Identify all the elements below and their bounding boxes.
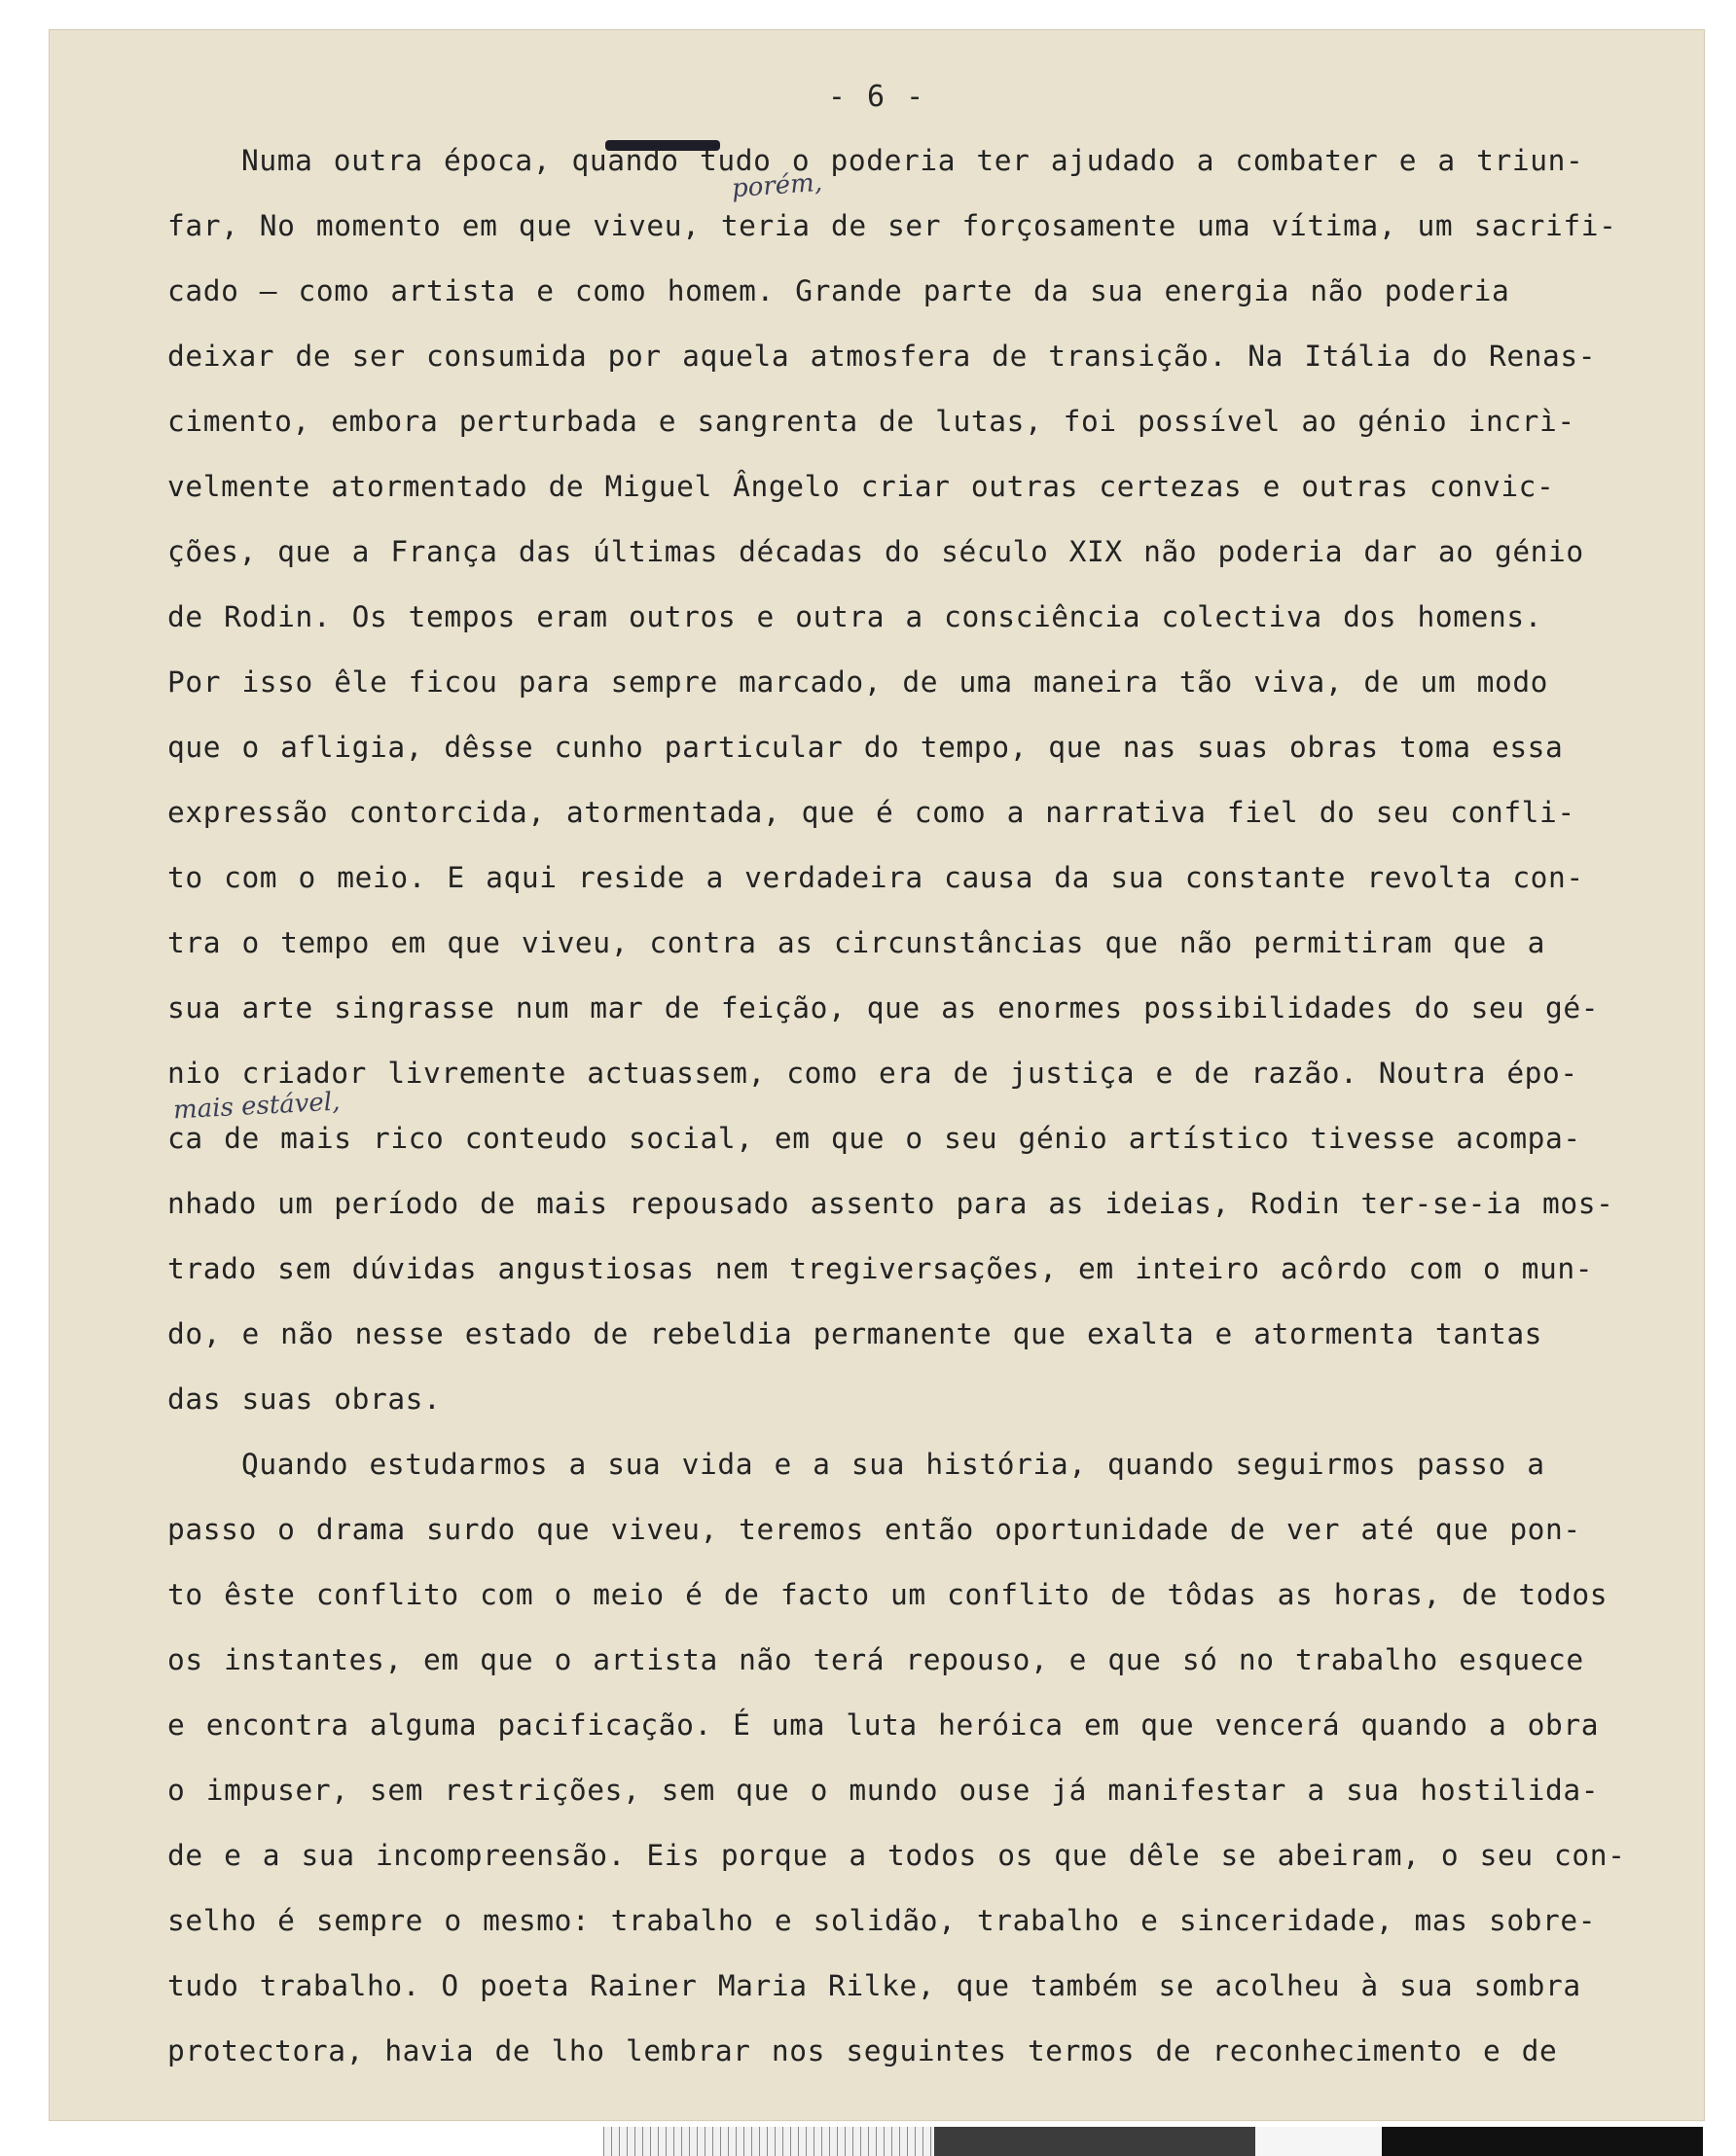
text-line: passo o drama surdo que viveu, teremos então oportunidade de ver até que pon- [167,1513,1581,1546]
text-line: deixar de ser consumida por aquela atmosfera de transição. Na Itália do Renas- [167,340,1597,373]
color-calibration-strip [603,2127,1703,2156]
text-line: do, e não nesse estado de rebeldia permanente que exalta e atormenta tantas [167,1317,1543,1350]
text-line: Numa outra época, quando tudo o poderia ter ajudado a combater e a triun- [241,144,1584,177]
text-line: far, No momento em que viveu, teria de ser forçosamente uma vítima, um sacrifi- [167,209,1617,242]
text-line: velmente atormentado de Miguel Ângelo criar outras certezas e outras convic- [167,470,1555,503]
handwritten-note-porem: porém, [731,167,823,204]
text-line: cimento, embora perturbada e sangrenta de lutas, foi possível ao génio incrì- [167,405,1575,438]
text-line: Por isso êle ficou para sempre marcado, de uma maneira tão viva, de um modo [167,665,1549,699]
ruler-ticks [603,2127,934,2156]
text-line: das suas obras. [167,1383,442,1416]
text-line: tudo trabalho. O poeta Rainer Maria Rilke, que também se acolheu à sua sombra [167,1969,1581,2002]
text-line: nhado um período de mais repousado assento para as ideias, Rodin ter-se-ia mos- [167,1187,1614,1220]
text-line: de Rodin. Os tempos eram outros e outra a consciência colectiva dos homens. [167,600,1543,633]
text-line: o impuser, sem restrições, sem que o mundo ouse já manifestar a sua hostilida- [167,1774,1600,1807]
text-line: cado — como artista e como homem. Grande parte da sua energia não poderia [167,274,1510,307]
text-line: selho é sempre o mesmo: trabalho e solidão, trabalho e sinceridade, mas sobre- [167,1904,1597,1937]
black-swatch [1382,2127,1703,2156]
text-line: ções, que a França das últimas décadas do século XIX não poderia dar ao génio [167,535,1584,568]
text-line: trado sem dúvidas angustiosas nem tregiversações, em inteiro acôrdo com o mun- [167,1252,1594,1285]
document-page [49,29,1705,2121]
text-line: os instantes, em que o artista não terá repouso, e que só no trabalho esquece [167,1643,1584,1676]
text-line: nio criador livremente actuassem, como era de justiça e de razão. Noutra épo- [167,1057,1578,1090]
text-line: Quando estudarmos a sua vida e a sua história, quando seguirmos passo a [241,1448,1545,1481]
text-line: ca de mais rico conteudo social, em que o seu génio artístico tivesse acompa- [167,1122,1581,1155]
text-line: expressão contorcida, atormentada, que é como a narrativa fiel do seu confli- [167,796,1575,829]
white-swatch [1255,2127,1382,2156]
text-line: tra o tempo em que viveu, contra as circunstâncias que não permitiram que a [167,926,1546,959]
text-line: to com o meio. E aqui reside a verdadeira causa da sua constante revolta con- [167,861,1584,894]
body-text [167,128,1705,2084]
text-line: de e a sua incompreensão. Eis porque a todos os que dêle se abeiram, o seu con- [167,1839,1626,1872]
gray-swatch [934,2127,1255,2156]
text-line: e encontra alguma pacificação. É uma luta heróica em que vencerá quando a obra [167,1708,1600,1742]
text-line: que o afligia, dêsse cunho particular do tempo, que nas suas obras toma essa [167,731,1564,764]
text-line: to êste conflito com o meio é de facto um conflito de tôdas as horas, de todos [167,1578,1609,1611]
page-number: - 6 - [827,80,926,114]
handwritten-note-mais-estavel: mais estável, [172,1087,342,1126]
text-line: protectora, havia de lho lembrar nos seguintes termos de reconhecimento e de [167,2034,1558,2067]
text-line: sua arte singrasse num mar de feição, que as enormes possibilidades do seu gé- [167,991,1600,1024]
